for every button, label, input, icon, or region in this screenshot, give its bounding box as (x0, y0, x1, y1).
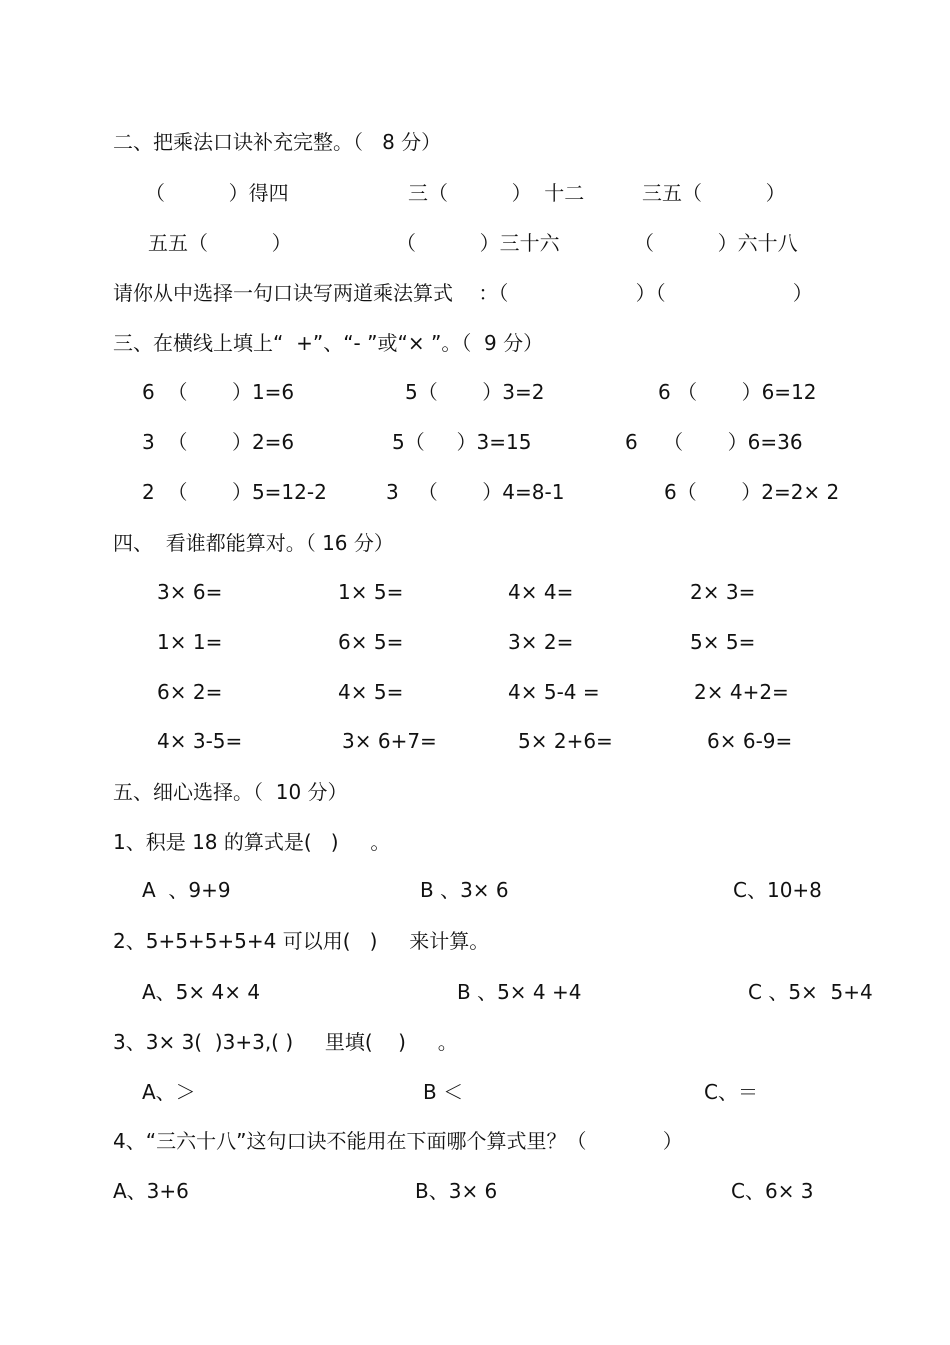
section2-instruction: 请你从中选择一句口诀写两道乘法算式 ：（ ）（ ） (113, 281, 813, 305)
calc-item: 4× 3-5= (157, 729, 243, 753)
blank-item: 五五（ ） (148, 231, 292, 255)
fill-operator-item: 5（ ）3=15 (392, 430, 532, 454)
calc-item: 5× 5= (690, 630, 756, 654)
answer-option: A、＞ (142, 1080, 196, 1104)
answer-option: C、＝ (704, 1080, 758, 1104)
answer-option: B 、5× 4 +4 (457, 980, 582, 1004)
answer-option: A、5× 4× 4 (142, 980, 261, 1004)
calc-item: 6× 5= (338, 630, 404, 654)
calc-item: 4× 4= (508, 580, 574, 604)
calc-item: 2× 4+2= (694, 680, 789, 704)
calc-item: 1× 5= (338, 580, 404, 604)
section2-heading: 二、把乘法口诀补充完整。（ 8 分） (113, 130, 442, 154)
blank-item: 三五（ ） (642, 181, 786, 205)
question-text: 1、积是 18 的算式是( ) 。 (113, 830, 391, 854)
section3-heading: 三、在横线上填上“ +”、“- ”或“× ”。（ 9 分） (113, 331, 544, 355)
answer-option: B 、3× 6 (420, 878, 509, 902)
fill-operator-item: 6 （ ）6=36 (625, 430, 803, 454)
answer-option: A、3+6 (113, 1179, 189, 1203)
calc-item: 3× 2= (508, 630, 574, 654)
section4-heading: 四、 看谁都能算对。（ 16 分） (113, 531, 394, 555)
calc-item: 1× 1= (157, 630, 223, 654)
calc-item: 4× 5= (338, 680, 404, 704)
fill-operator-item: 2 （ ）5=12-2 (142, 480, 327, 504)
fill-operator-item: 3 （ ）4=8-1 (386, 480, 565, 504)
answer-option: C、6× 3 (731, 1179, 814, 1203)
fill-operator-item: 6（ ）2=2× 2 (664, 480, 840, 504)
answer-option: B、3× 6 (415, 1179, 498, 1203)
question-text: 2、5+5+5+5+4 可以用( ) 来计算。 (113, 929, 490, 953)
question-text: 3、3× 3( )3+3,( ) 里填( ) 。 (113, 1030, 458, 1054)
blank-item: 三（ ） 十二 (408, 181, 585, 205)
fill-operator-item: 6 （ ）1=6 (142, 380, 295, 404)
answer-option: C、10+8 (733, 878, 822, 902)
fill-operator-item: 6 （ ）6=12 (658, 380, 817, 404)
calc-item: 6× 6-9= (707, 729, 793, 753)
answer-option: C 、5× 5+4 (748, 980, 873, 1004)
calc-item: 5× 2+6= (518, 729, 613, 753)
answer-option: B ＜ (423, 1080, 464, 1104)
fill-operator-item: 5（ ）3=2 (405, 380, 545, 404)
calc-item: 2× 3= (690, 580, 756, 604)
calc-item: 3× 6+7= (342, 729, 437, 753)
fill-operator-item: 3 （ ）2=6 (142, 430, 295, 454)
calc-item: 4× 5-4 = (508, 680, 600, 704)
answer-option: A 、9+9 (142, 878, 231, 902)
calc-item: 6× 2= (157, 680, 223, 704)
section5-heading: 五、细心选择。（ 10 分） (113, 780, 348, 804)
blank-item: （ ）三十六 (396, 231, 560, 255)
calc-item: 3× 6= (157, 580, 223, 604)
blank-item: （ ）得四 (145, 181, 289, 205)
question-text: 4、“三六十八”这句口诀不能用在下面哪个算式里？（ ） (113, 1129, 683, 1153)
blank-item: （ ）六十八 (634, 231, 798, 255)
